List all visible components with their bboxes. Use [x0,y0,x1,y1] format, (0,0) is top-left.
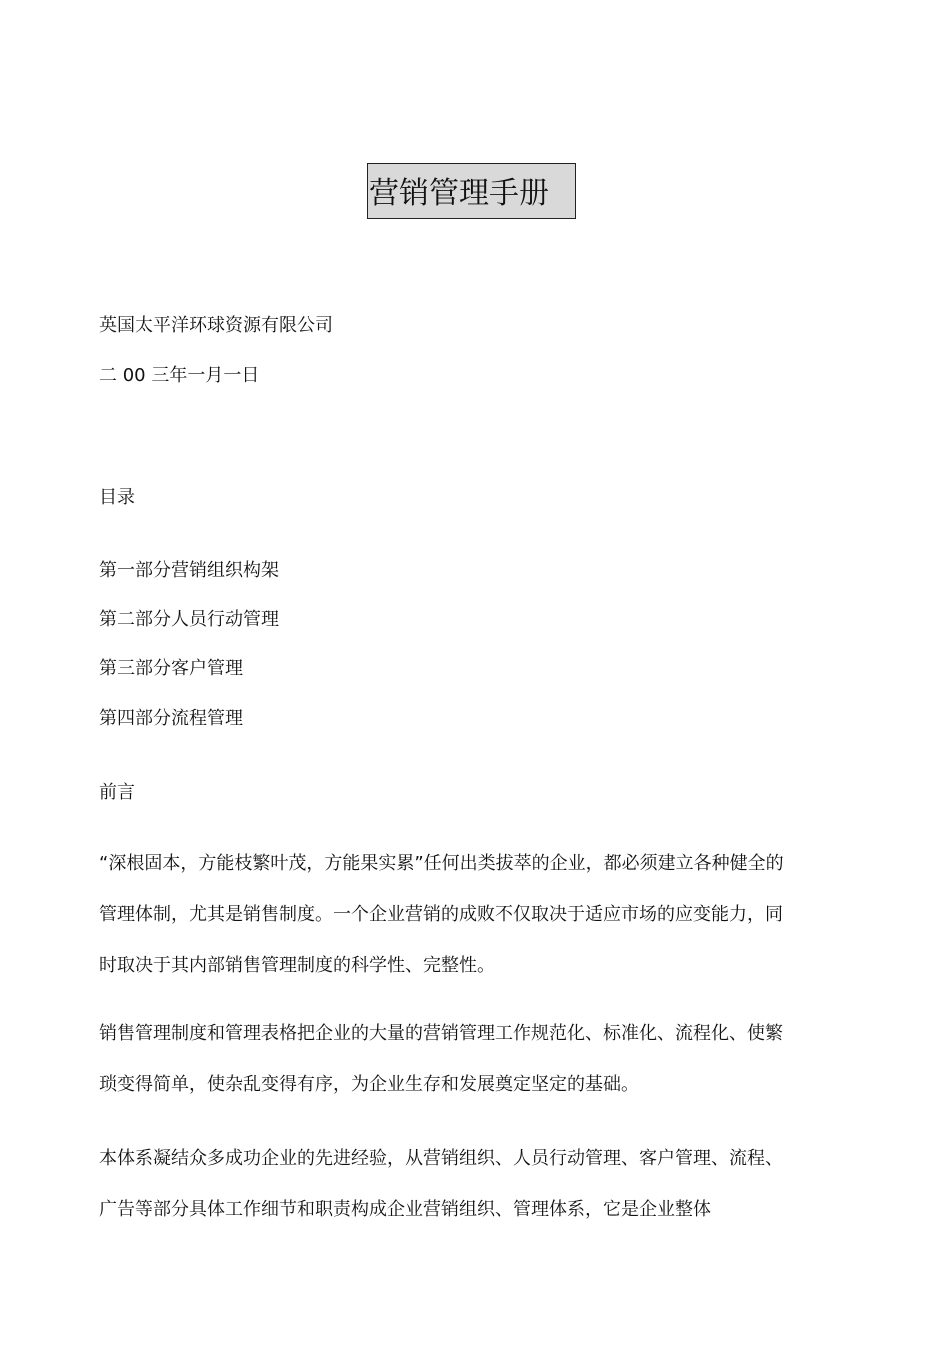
toc-item: 第一部分营销组织构架 [99,560,279,581]
toc-item: 第三部分客户管理 [99,658,243,679]
title-box [367,163,576,219]
document-title: 营销管理手册 [369,176,549,211]
preface-paragraph: 本体系凝结众多成功企业的先进经验，从营销组织、人员行动管理、客户管理、流程、广告等部分具体工作细节和职责构成企业营销组织、管理体系，它是企业整体 [99,1148,783,1220]
document-date: 二 00 三年一月一日 [99,365,260,386]
preface-heading: 前言 [99,782,135,803]
preface-paragraph: 销售管理制度和管理表格把企业的大量的营销管理工作规范化、标准化、流程化、使繁琐变得简单，使杂乱变得有序，为企业生存和发展奠定坚定的基础。 [99,1023,783,1095]
toc-heading: 目录 [99,487,135,508]
toc-item: 第二部分人员行动管理 [99,609,279,630]
toc-item: 第四部分流程管理 [99,708,243,729]
company-name: 英国太平洋环球资源有限公司 [99,315,333,336]
preface-paragraph: “深根固本，方能枝繁叶茂，方能果实累”任何出类拔萃的企业，都必须建立各种健全的管理体制，尤其是销售制度。一个企业营销的成败不仅取决于适应市场的应变能力，同时取决于其内部销售管理制度的科学性、完整性。 [99,853,784,976]
